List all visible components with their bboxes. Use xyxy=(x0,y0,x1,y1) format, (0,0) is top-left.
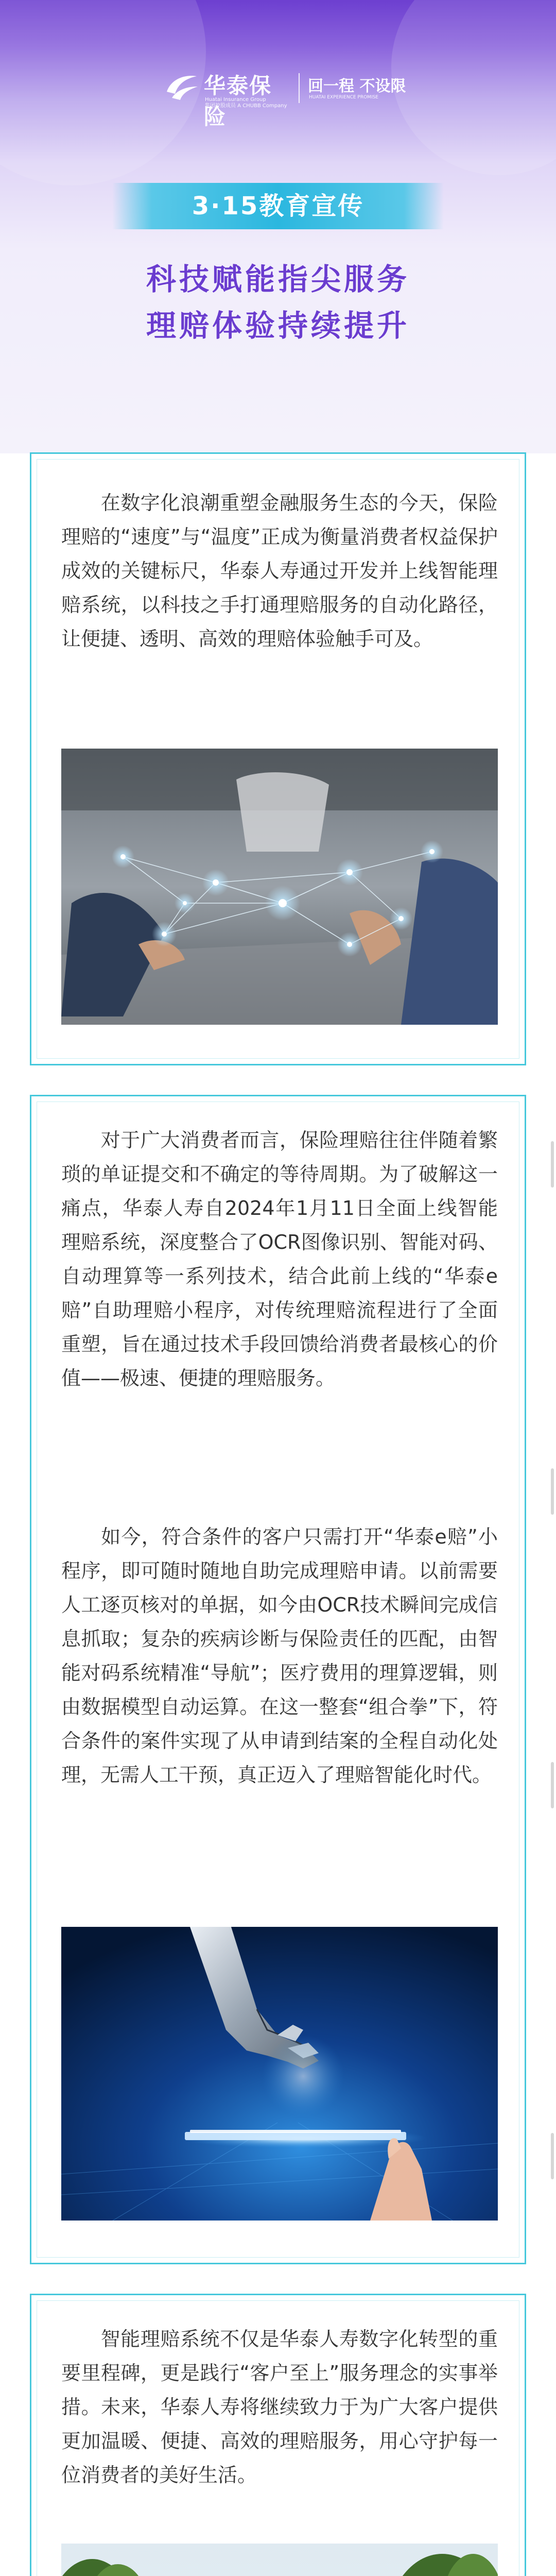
brand-mark-icon xyxy=(164,71,200,102)
hero-banner xyxy=(0,0,556,453)
brand-slogan: 回一程 不设限 xyxy=(308,77,406,95)
section-3-paragraph-1 xyxy=(61,2322,498,2492)
side-decoration xyxy=(551,1468,554,1515)
paragraph-text: 对于广大消费者而言，保险理赔往往伴随着繁琐的单证提交和不确定的等待周期。为了破解这一痛点，华泰人寿自2024年1月11日全面上线智能理赔系统，深度整合了OCR图像识别、智能对码、自动理算等一系列技术，结合此前上线的“华泰e赔”自助理赔小程序，对传统理赔流程进行了全面重塑，旨在通过技术手段回馈给消费者最核心的价值——极速、便捷的理赔服务。 xyxy=(61,1129,498,1389)
brand-name-en xyxy=(205,97,292,109)
subtitle-line-1: 科技赋能指尖服务 xyxy=(146,262,410,297)
paragraph-text: 在数字化浪潮重塑金融服务生态的今天，保险理赔的“速度”与“温度”正成为衡量消费者权益保护成效的关键标尺，华泰人寿通过开发并上线智能理赔系统，以科技之手打通理赔服务的自动化路径，让便捷、透明、高效的理赔体验触手可及。 xyxy=(61,492,498,650)
brand-en-sub: 集团控股成员 A CHUBB Company xyxy=(205,103,287,109)
paragraph-text: 如今，符合条件的客户只需打开“华泰e赔”小程序，即可随时随地自助完成理赔申请。以前需要人工逐页核对的单据，如今由OCR技术瞬间完成信息抓取；复杂的疾病诊断与保险责任的匹配，由智能对码系统精准“导航”；医疗费用的理算逻辑，则由数据模型自动运算。在这一整套“组合拳”下，符合条件的案件实现了从申请到结案的全程自动化处理，无需人工干预，真正迈入了理赔智能化时代。 xyxy=(61,1526,498,1786)
robot-hand-illustration xyxy=(61,1927,498,2221)
brand-name: 华泰保险 xyxy=(204,73,272,129)
section-2-paragraph-2 xyxy=(61,1520,498,1792)
brand-slogan-sub: HUATAI EXPERIENCE PROMISE xyxy=(309,95,378,100)
paragraph-text: 智能理赔系统不仅是华泰人寿数字化转型的重要里程碑，更是践行“客户至上”服务理念的实事举措。未来，华泰人寿将继续致力于为广大客户提供更加温暖、便捷、高效的理赔服务，用心守护每一位消费者的美好生活。 xyxy=(61,2328,498,2486)
subtitle-line-2: 理赔体验持续提升 xyxy=(146,308,410,343)
meeting-photo-illustration xyxy=(61,749,498,1025)
brand-en-line: Huatai Insurance Group xyxy=(205,97,266,103)
brand-logo xyxy=(164,69,292,129)
section-card-3 xyxy=(30,2294,526,2576)
family-park-photo xyxy=(61,2544,498,2576)
family-park-illustration xyxy=(61,2544,498,2576)
side-decoration xyxy=(551,1762,554,1808)
brand-divider xyxy=(299,73,300,103)
section-2-paragraph-1 xyxy=(61,1123,498,1395)
title-badge: 3·15教育宣传 xyxy=(112,183,444,229)
robot-hand-photo xyxy=(61,1927,498,2221)
meeting-network-photo xyxy=(61,749,498,1025)
section-card-2 xyxy=(30,1095,526,2264)
section-card-1 xyxy=(30,452,526,1065)
side-decoration xyxy=(551,2133,554,2179)
brand-row xyxy=(0,67,556,129)
section-1-paragraph-1 xyxy=(61,486,498,656)
side-decoration xyxy=(551,1141,554,1188)
